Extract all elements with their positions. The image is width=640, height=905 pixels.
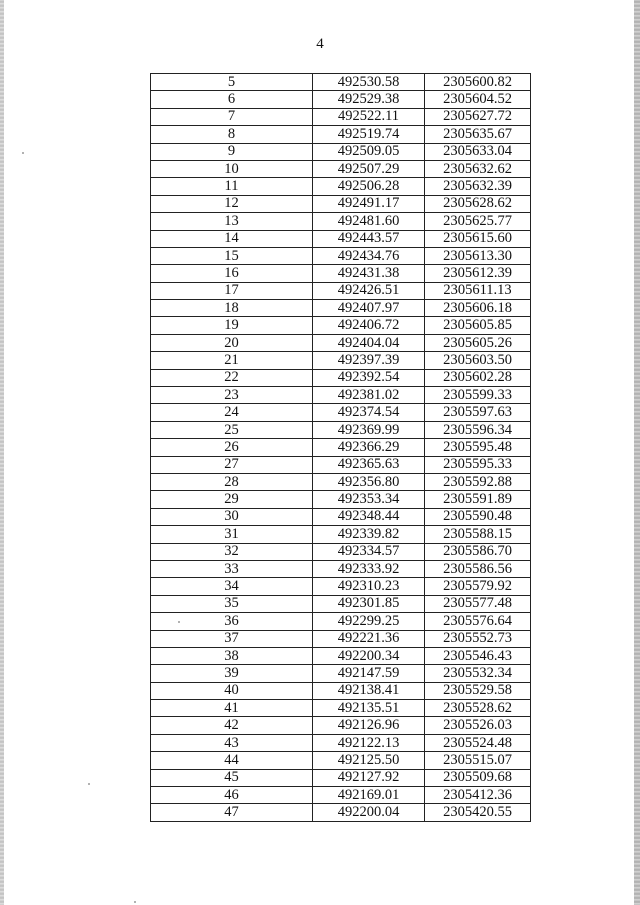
y-coordinate-cell: 2305611.13 [425, 282, 531, 299]
point-number-cell: 21 [151, 352, 313, 369]
table-row [151, 74, 531, 91]
x-coordinate-cell: 492138.41 [313, 682, 425, 699]
y-coordinate-cell: 2305526.03 [425, 717, 531, 734]
table-row [151, 769, 531, 786]
x-coordinate-cell: 492200.04 [313, 804, 425, 821]
y-coordinate-cell: 2305606.18 [425, 300, 531, 317]
table-row [151, 126, 531, 143]
table-row [151, 91, 531, 108]
table-row [151, 456, 531, 473]
point-number-cell: 32 [151, 543, 313, 560]
x-coordinate-cell: 492407.97 [313, 300, 425, 317]
point-number-cell: 31 [151, 526, 313, 543]
y-coordinate-cell: 2305529.58 [425, 682, 531, 699]
y-coordinate-cell: 2305597.63 [425, 404, 531, 421]
table-row [151, 578, 531, 595]
y-coordinate-cell: 2305635.67 [425, 126, 531, 143]
table-row [151, 473, 531, 490]
point-number-cell: 14 [151, 230, 313, 247]
y-coordinate-cell: 2305633.04 [425, 143, 531, 160]
point-number-cell: 28 [151, 473, 313, 490]
table-row [151, 230, 531, 247]
point-number-cell: 43 [151, 734, 313, 751]
point-number-cell: 36 [151, 613, 313, 630]
point-number-cell: 7 [151, 108, 313, 125]
y-coordinate-cell: 2305602.28 [425, 369, 531, 386]
x-coordinate-cell: 492434.76 [313, 247, 425, 264]
table-row [151, 595, 531, 612]
point-number-cell: 46 [151, 787, 313, 804]
point-number-cell: 13 [151, 213, 313, 230]
table-row [151, 282, 531, 299]
table-row [151, 508, 531, 525]
point-number-cell: 37 [151, 630, 313, 647]
y-coordinate-cell: 2305588.15 [425, 526, 531, 543]
x-coordinate-cell: 492509.05 [313, 143, 425, 160]
y-coordinate-cell: 2305524.48 [425, 734, 531, 751]
coordinates-table [150, 73, 531, 822]
coordinates-table-body [151, 74, 531, 822]
table-row [151, 195, 531, 212]
y-coordinate-cell: 2305420.55 [425, 804, 531, 821]
point-number-cell: 23 [151, 387, 313, 404]
scan-edge-left [0, 0, 4, 905]
point-number-cell: 17 [151, 282, 313, 299]
table-row [151, 613, 531, 630]
table-row [151, 560, 531, 577]
x-coordinate-cell: 492426.51 [313, 282, 425, 299]
x-coordinate-cell: 492366.29 [313, 439, 425, 456]
y-coordinate-cell: 2305577.48 [425, 595, 531, 612]
y-coordinate-cell: 2305613.30 [425, 247, 531, 264]
table-row [151, 178, 531, 195]
x-coordinate-cell: 492522.11 [313, 108, 425, 125]
x-coordinate-cell: 492339.82 [313, 526, 425, 543]
x-coordinate-cell: 492392.54 [313, 369, 425, 386]
point-number-cell: 41 [151, 700, 313, 717]
point-number-cell: 9 [151, 143, 313, 160]
point-number-cell: 47 [151, 804, 313, 821]
point-number-cell: 42 [151, 717, 313, 734]
y-coordinate-cell: 2305412.36 [425, 787, 531, 804]
x-coordinate-cell: 492356.80 [313, 473, 425, 490]
scan-speck [22, 152, 24, 154]
x-coordinate-cell: 492491.17 [313, 195, 425, 212]
point-number-cell: 30 [151, 508, 313, 525]
table-row [151, 108, 531, 125]
table-row [151, 404, 531, 421]
x-coordinate-cell: 492221.36 [313, 630, 425, 647]
x-coordinate-cell: 492530.58 [313, 74, 425, 91]
y-coordinate-cell: 2305595.33 [425, 456, 531, 473]
x-coordinate-cell: 492406.72 [313, 317, 425, 334]
table-row [151, 317, 531, 334]
point-number-cell: 15 [151, 247, 313, 264]
point-number-cell: 45 [151, 769, 313, 786]
x-coordinate-cell: 492135.51 [313, 700, 425, 717]
table-row [151, 369, 531, 386]
y-coordinate-cell: 2305625.77 [425, 213, 531, 230]
x-coordinate-cell: 492299.25 [313, 613, 425, 630]
point-number-cell: 16 [151, 265, 313, 282]
point-number-cell: 18 [151, 300, 313, 317]
y-coordinate-cell: 2305605.85 [425, 317, 531, 334]
table-row [151, 352, 531, 369]
y-coordinate-cell: 2305576.64 [425, 613, 531, 630]
y-coordinate-cell: 2305600.82 [425, 74, 531, 91]
x-coordinate-cell: 492443.57 [313, 230, 425, 247]
point-number-cell: 12 [151, 195, 313, 212]
y-coordinate-cell: 2305599.33 [425, 387, 531, 404]
x-coordinate-cell: 492529.38 [313, 91, 425, 108]
point-number-cell: 35 [151, 595, 313, 612]
y-coordinate-cell: 2305586.56 [425, 560, 531, 577]
x-coordinate-cell: 492374.54 [313, 404, 425, 421]
table-row [151, 682, 531, 699]
x-coordinate-cell: 492507.29 [313, 160, 425, 177]
page-number: 4 [316, 36, 324, 52]
x-coordinate-cell: 492519.74 [313, 126, 425, 143]
x-coordinate-cell: 492122.13 [313, 734, 425, 751]
x-coordinate-cell: 492200.34 [313, 647, 425, 664]
y-coordinate-cell: 2305591.89 [425, 491, 531, 508]
scan-edge-right [634, 0, 640, 905]
y-coordinate-cell: 2305632.62 [425, 160, 531, 177]
y-coordinate-cell: 2305604.52 [425, 91, 531, 108]
table-row [151, 717, 531, 734]
table-row [151, 526, 531, 543]
y-coordinate-cell: 2305515.07 [425, 752, 531, 769]
y-coordinate-cell: 2305628.62 [425, 195, 531, 212]
y-coordinate-cell: 2305509.68 [425, 769, 531, 786]
x-coordinate-cell: 492481.60 [313, 213, 425, 230]
x-coordinate-cell: 492353.34 [313, 491, 425, 508]
y-coordinate-cell: 2305615.60 [425, 230, 531, 247]
x-coordinate-cell: 492169.01 [313, 787, 425, 804]
point-number-cell: 27 [151, 456, 313, 473]
table-row [151, 491, 531, 508]
y-coordinate-cell: 2305552.73 [425, 630, 531, 647]
table-row [151, 787, 531, 804]
point-number-cell: 19 [151, 317, 313, 334]
point-number-cell: 8 [151, 126, 313, 143]
y-coordinate-cell: 2305627.72 [425, 108, 531, 125]
point-number-cell: 44 [151, 752, 313, 769]
y-coordinate-cell: 2305579.92 [425, 578, 531, 595]
point-number-cell: 6 [151, 91, 313, 108]
x-coordinate-cell: 492147.59 [313, 665, 425, 682]
x-coordinate-cell: 492125.50 [313, 752, 425, 769]
table-row [151, 300, 531, 317]
point-number-cell: 11 [151, 178, 313, 195]
y-coordinate-cell: 2305632.39 [425, 178, 531, 195]
y-coordinate-cell: 2305605.26 [425, 334, 531, 351]
table-row [151, 804, 531, 821]
x-coordinate-cell: 492506.28 [313, 178, 425, 195]
y-coordinate-cell: 2305528.62 [425, 700, 531, 717]
point-number-cell: 20 [151, 334, 313, 351]
table-row [151, 439, 531, 456]
table-row [151, 143, 531, 160]
point-number-cell: 22 [151, 369, 313, 386]
point-number-cell: 40 [151, 682, 313, 699]
scan-speck [88, 783, 90, 785]
point-number-cell: 29 [151, 491, 313, 508]
y-coordinate-cell: 2305590.48 [425, 508, 531, 525]
x-coordinate-cell: 492431.38 [313, 265, 425, 282]
x-coordinate-cell: 492348.44 [313, 508, 425, 525]
point-number-cell: 26 [151, 439, 313, 456]
y-coordinate-cell: 2305532.34 [425, 665, 531, 682]
x-coordinate-cell: 492333.92 [313, 560, 425, 577]
x-coordinate-cell: 492127.92 [313, 769, 425, 786]
table-row [151, 265, 531, 282]
point-number-cell: 5 [151, 74, 313, 91]
y-coordinate-cell: 2305596.34 [425, 421, 531, 438]
y-coordinate-cell: 2305592.88 [425, 473, 531, 490]
x-coordinate-cell: 492334.57 [313, 543, 425, 560]
table-row [151, 543, 531, 560]
table-row [151, 647, 531, 664]
table-row [151, 160, 531, 177]
table-row [151, 700, 531, 717]
table-row [151, 421, 531, 438]
table-row [151, 734, 531, 751]
table-row [151, 334, 531, 351]
table-row [151, 752, 531, 769]
x-coordinate-cell: 492397.39 [313, 352, 425, 369]
table-row [151, 213, 531, 230]
point-number-cell: 39 [151, 665, 313, 682]
table-row [151, 630, 531, 647]
y-coordinate-cell: 2305603.50 [425, 352, 531, 369]
y-coordinate-cell: 2305595.48 [425, 439, 531, 456]
x-coordinate-cell: 492301.85 [313, 595, 425, 612]
x-coordinate-cell: 492365.63 [313, 456, 425, 473]
x-coordinate-cell: 492126.96 [313, 717, 425, 734]
point-number-cell: 10 [151, 160, 313, 177]
point-number-cell: 34 [151, 578, 313, 595]
point-number-cell: 33 [151, 560, 313, 577]
y-coordinate-cell: 2305546.43 [425, 647, 531, 664]
x-coordinate-cell: 492310.23 [313, 578, 425, 595]
y-coordinate-cell: 2305586.70 [425, 543, 531, 560]
table-row [151, 665, 531, 682]
x-coordinate-cell: 492369.99 [313, 421, 425, 438]
point-number-cell: 24 [151, 404, 313, 421]
y-coordinate-cell: 2305612.39 [425, 265, 531, 282]
table-row [151, 247, 531, 264]
x-coordinate-cell: 492404.04 [313, 334, 425, 351]
x-coordinate-cell: 492381.02 [313, 387, 425, 404]
point-number-cell: 38 [151, 647, 313, 664]
table-row [151, 387, 531, 404]
scan-speck [134, 901, 136, 903]
point-number-cell: 25 [151, 421, 313, 438]
